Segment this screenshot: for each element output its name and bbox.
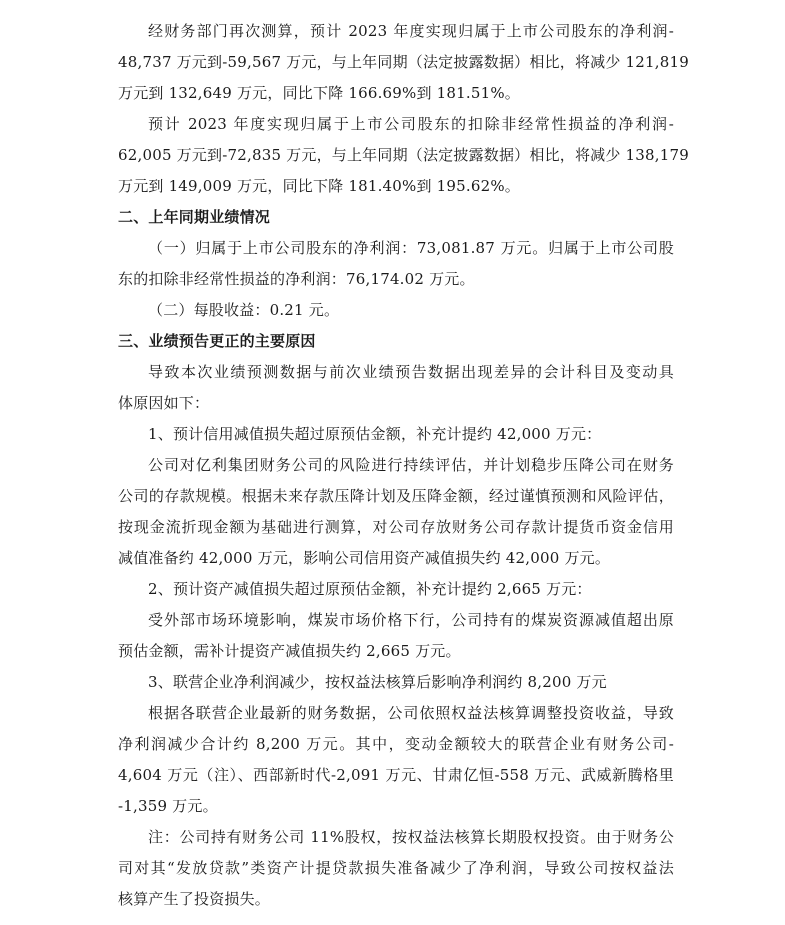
text-line: 核算产生了投资损失。 (118, 890, 271, 908)
paragraph-note (118, 822, 674, 915)
item-associate-profit: 3、联营企业净利润减少，按权益法核算后影响净利润约 8,200 万元 (148, 673, 607, 691)
item-asset-impairment: 2、预计资产减值损失超过原预估金额，补充计提约 2,665 万元： (148, 580, 592, 598)
text-line: 62,005 万元到-72,835 万元，与上年同期（法定披露数据）相比，将减少 138,179 (118, 146, 689, 164)
text-line: 根据各联营企业最新的财务数据，公司依照权益法核算调整投资收益，导致 (148, 704, 674, 722)
text-line: 预计 2023 年度实现归属于上市公司股东的扣除非经常性损益的净利润- (148, 115, 674, 133)
item-credit-impairment: 1、预计信用减值损失超过原预估金额，补充计提约 42,000 万元： (148, 425, 602, 443)
paragraph-prior-year-net-profit (118, 233, 674, 295)
text-line: 万元到 132,649 万元，同比下降 166.69%到 181.51%。 (118, 84, 520, 102)
paragraph-asset-impairment-detail (118, 605, 674, 667)
document-page (118, 16, 689, 915)
text-line: 公司的存款规模。根据未来存款压降计划及压降金额，经过谨慎预测和风险评估， (118, 487, 674, 505)
text-line: 按现金流折现金额为基础进行测算，对公司存放财务公司存款计提货币资金信用 (118, 518, 674, 536)
paragraph-credit-impairment-detail (118, 450, 674, 574)
text-line: 东的扣除非经常性损益的净利润：76,174.02 万元。 (118, 270, 475, 288)
paragraph-reasons-intro (118, 357, 674, 419)
section-heading-prior-year: 二、上年同期业绩情况 (118, 208, 271, 226)
paragraph-associate-profit-detail (118, 698, 674, 822)
text-line: （一）归属于上市公司股东的净利润：73,081.87 万元。归属于上市公司股 (148, 239, 674, 257)
text-line: 经财务部门再次测算，预计 2023 年度实现归属于上市公司股东的净利润- (148, 22, 674, 40)
text-line: 体原因如下： (118, 394, 210, 412)
section-heading-correction-reasons: 三、业绩预告更正的主要原因 (118, 332, 316, 350)
text-line: 受外部市场环境影响，煤炭市场价格下行，公司持有的煤炭资源减值超出原 (148, 611, 674, 629)
text-line: 净利润减少合计约 8,200 万元。其中，变动金额较大的联营企业有财务公司- (118, 735, 674, 753)
text-line: 48,737 万元到-59,567 万元，与上年同期（法定披露数据）相比，将减少 121,819 (118, 53, 689, 71)
text-line: 公司对亿利集团财务公司的风险进行持续评估，并计划稳步压降公司在财务 (148, 456, 674, 474)
text-line: 4,604 万元（注）、西部新时代-2,091 万元、甘肃亿恒-558 万元、武威新腾格里 (118, 766, 674, 784)
text-line: 减值准备约 42,000 万元，影响公司信用资产减值损失约 42,000 万元。 (118, 549, 611, 567)
paragraph-deducted-net-profit-forecast (118, 109, 689, 202)
text-line: 导致本次业绩预测数据与前次业绩预告数据出现差异的会计科目及变动具 (148, 363, 674, 381)
paragraph-net-profit-forecast (118, 16, 689, 109)
text-line: 司对其“发放贷款”类资产计提贷款损失准备减少了净利润，导致公司按权益法 (118, 859, 674, 877)
text-line: 注：公司持有财务公司 11%股权，按权益法核算长期股权投资。由于财务公 (148, 828, 674, 846)
text-line: -1,359 万元。 (118, 797, 218, 815)
text-line: 万元到 149,009 万元，同比下降 181.40%到 195.62%。 (118, 177, 520, 195)
text-line: 预估金额，需补计提资产减值损失约 2,665 万元。 (118, 642, 461, 660)
paragraph-eps: （二）每股收益：0.21 元。 (148, 301, 340, 319)
